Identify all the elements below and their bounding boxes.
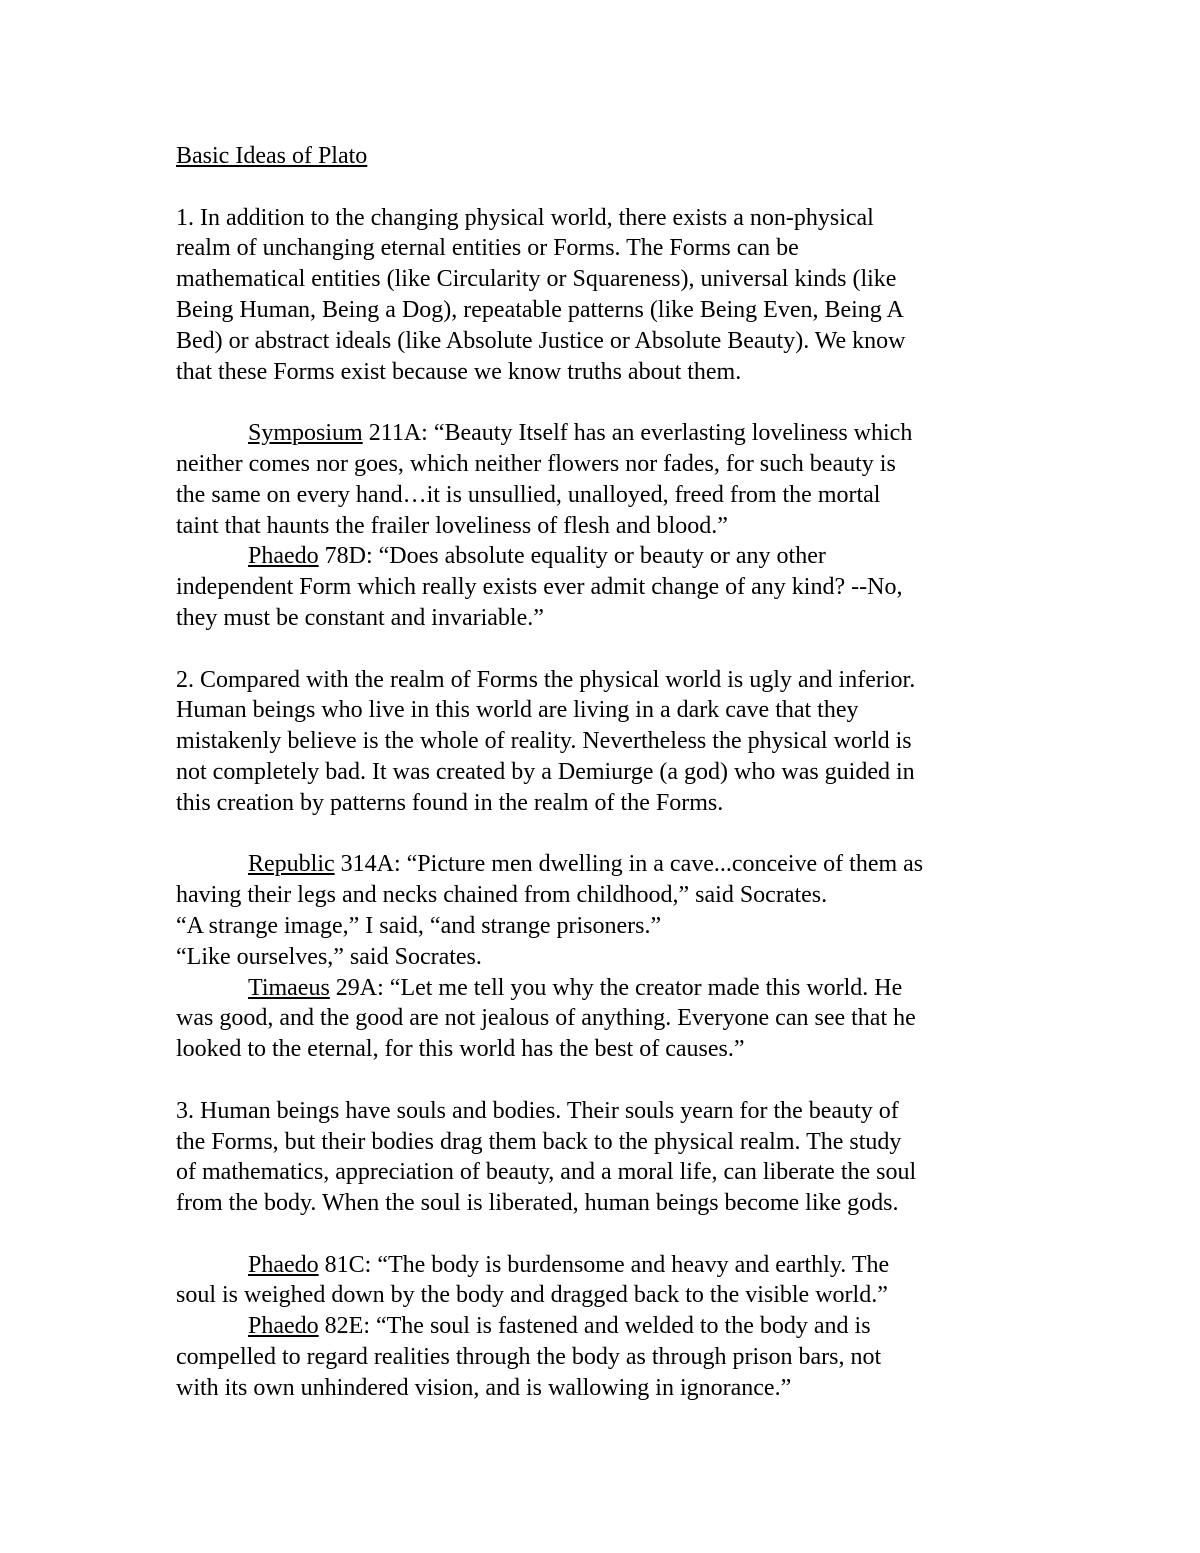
quote-line: soul is weighed down by the body and dragged back to the visible world.”	[176, 1282, 888, 1309]
paragraph-line: 1. In addition to the changing physical world, there exists a non-physical	[176, 204, 874, 231]
quote-line: having their legs and necks chained from childhood,” said Socrates.	[176, 882, 828, 909]
paragraph-line: realm of unchanging eternal entities or Forms. The Forms can be	[176, 235, 799, 262]
quote-ref: 314A: “Picture men dwelling in a cave...conceive of them as	[334, 851, 924, 878]
paragraph-line: the Forms, but their bodies drag them back to the physical realm. The study	[176, 1128, 902, 1155]
paragraph-line: from the body. When the soul is liberated, human beings become like gods.	[176, 1190, 899, 1217]
spacer	[176, 387, 1056, 418]
quote-source: Symposium	[248, 420, 363, 447]
point-2	[176, 665, 1056, 819]
quote-line: looked to the eternal, for this world has the best of causes.”	[176, 1036, 745, 1063]
quote-ref: 78D: “Does absolute equality or beauty or any other	[318, 543, 826, 570]
spacer	[176, 634, 1056, 665]
quote-source: Phaedo	[248, 1313, 319, 1340]
paragraph-line: Being Human, Being a Dog), repeatable patterns (like Being Even, Being A	[176, 296, 904, 323]
paragraph-line: Bed) or abstract ideals (like Absolute Justice or Absolute Beauty). We know	[176, 327, 906, 354]
quote-line: neither comes nor goes, which neither flowers nor fades, for such beauty is	[176, 450, 896, 477]
paragraph-line: mathematical entities (like Circularity or Squareness), universal kinds (like	[176, 266, 897, 293]
quote-first-line	[176, 541, 1056, 572]
quote-ref: 82E: “The soul is fastened and welded to the body and is	[318, 1313, 871, 1340]
quote-ref: 29A: “Let me tell you why the creator made this world. He	[329, 974, 903, 1001]
quote-line: taint that haunts the frailer loveliness of flesh and blood.”	[176, 512, 728, 539]
quote-line: they must be constant and invariable.”	[176, 604, 544, 631]
spacer	[176, 172, 1056, 203]
paragraph-line: that these Forms exist because we know truths about them.	[176, 358, 742, 385]
quote-source: Phaedo	[248, 543, 319, 570]
quote-line: with its own unhindered vision, and is wallowing in ignorance.”	[176, 1374, 792, 1401]
quote-phaedo-78d	[176, 541, 1056, 633]
quote-source: Timaeus	[248, 974, 330, 1001]
paragraph-line: mistakenly believe is the whole of reality. Nevertheless the physical world is	[176, 728, 912, 755]
quote-phaedo-81c	[176, 1250, 1056, 1312]
quote-line: “Like ourselves,” said Socrates.	[176, 943, 482, 970]
spacer	[176, 819, 1056, 850]
quote-ref: 211A: “Beauty Itself has an everlasting loveliness which	[362, 420, 913, 447]
paragraph-line: this creation by patterns found in the realm of the Forms.	[176, 789, 724, 816]
quote-timaeus	[176, 973, 1056, 1065]
paragraph-line: not completely bad. It was created by a Demiurge (a god) who was guided in	[176, 758, 915, 785]
paragraph-line: 3. Human beings have souls and bodies. Their souls yearn for the beauty of	[176, 1097, 899, 1124]
quote-first-line	[176, 973, 1056, 1004]
quote-first-line	[176, 418, 1056, 449]
paragraph-line: of mathematics, appreciation of beauty, and a moral life, can liberate the soul	[176, 1159, 917, 1186]
quote-symposium	[176, 418, 1056, 541]
quote-source: Republic	[248, 851, 335, 878]
quote-phaedo-82e	[176, 1311, 1056, 1403]
paragraph-line: 2. Compared with the realm of Forms the physical world is ugly and inferior.	[176, 666, 916, 693]
quote-first-line	[176, 1250, 1056, 1281]
quote-line: compelled to regard realities through the body as through prison bars, not	[176, 1344, 882, 1371]
quote-line: was good, and the good are not jealous of anything. Everyone can see that he	[176, 1005, 916, 1032]
point-3	[176, 1096, 1056, 1219]
spacer	[176, 1065, 1056, 1096]
quote-source: Phaedo	[248, 1251, 319, 1278]
page-title: Basic Ideas of Plato	[176, 143, 368, 169]
document-body	[176, 141, 1056, 1404]
quote-first-line	[176, 849, 1056, 880]
paragraph-line: Human beings who live in this world are living in a dark cave that they	[176, 697, 859, 724]
quote-line: the same on every hand…it is unsullied, unalloyed, freed from the mortal	[176, 481, 881, 508]
quote-ref: 81C: “The body is burdensome and heavy and earthly. The	[318, 1251, 890, 1278]
quote-first-line	[176, 1311, 1056, 1342]
quote-line: independent Form which really exists ever admit change of any kind? --No,	[176, 574, 903, 601]
quote-republic	[176, 849, 1056, 972]
point-1	[176, 203, 1056, 388]
spacer	[176, 1219, 1056, 1250]
quote-line: “A strange image,” I said, “and strange prisoners.”	[176, 912, 662, 939]
